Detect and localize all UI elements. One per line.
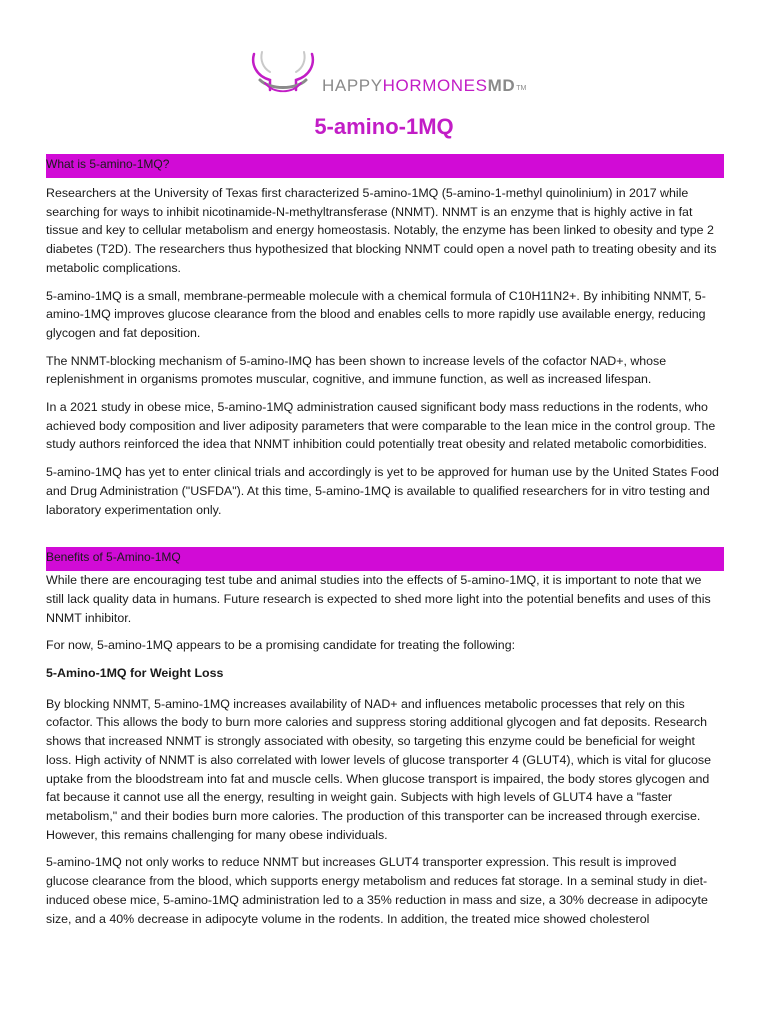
paragraph: The NNMT-blocking mechanism of 5-amino-IMQ has been shown to increase levels of the cofactor NAD+, whose replenishment in organisms promotes muscular, cognitive, and immune function, as well as increased lifespan. (46, 353, 667, 387)
paragraph: In a 2021 study in obese mice, 5-amino-1MQ administration caused significant body mass reductions in the rodents, who achieved body composition and liver adiposity parameters that were comparable to the lean mice in the control group. The study authors reinforced the idea that NNMT inhibition could potentially treat obesity and related metabolic comorbidities. (46, 400, 716, 452)
logo-trademark: TM (516, 85, 527, 92)
article-body (46, 154, 722, 937)
paragraph: 5-amino-1MQ is a small, membrane-permeable molecule with a chemical formula of C10H11N2+. By inhibiting NNMT, 5-amino-1MQ improves glucose clearance from the blood and enables cells to more rapidly use available energy, reducing glycogen and fat deposition. (46, 288, 706, 340)
paragraph: Researchers at the University of Texas first characterized 5-amino-1MQ (5-amino-1-methyl quinolinium) in 2017 while searching for ways to inhibit nicotinamide-N-methyltransferase (NNMT). NNMT is an enzyme that is highly active in fat tissue and key to cellular metabolism and energy homeostasis. Notably, the enzyme has been linked to obesity and type 2 diabetes (T2D). The researchers thus hypothesized that blocking NNMT could open a novel path to treating obesity and its metabolic complications. (46, 186, 717, 275)
section-heading-what-is: What is 5-amino-1MQ? (46, 154, 724, 178)
logo-word-hormones: HORMONES (382, 76, 488, 95)
logo-wordmark (322, 76, 526, 96)
logo-word-md: MD (487, 76, 516, 95)
logo-word-happy: HAPPY (322, 76, 383, 95)
brand-logo (248, 50, 528, 100)
hh-arch-logo-icon (248, 50, 318, 98)
section-heading-benefits: Benefits of 5-Amino-1MQ (46, 547, 724, 571)
subheading-weight-loss: 5-Amino-1MQ for Weight Loss (46, 666, 224, 681)
paragraph: By blocking NNMT, 5-amino-1MQ increases availability of NAD+ and influences metabolic processes that rely on this cofactor. This allows the body to burn more calories and suppress storing additional glycogen and fat deposits. Research shows that increased NNMT is strongly associated with obesity, so targeting this enzyme could be beneficial for weight loss. High activity of NNMT is also correlated with lower levels of glucose transporter 4 (GLUT4), which is vital for glucose uptake from the bloodstream into fat and muscle cells. When glucose transport is impaired, the body stores glycogen and fat because it cannot use all the energy, resulting in weight gain. Subjects with high levels of GLUT4 have a "faster metabolism," and their bodies burn more calories. The production of this transporter can be increased through exercise. However, this remains challenging for many obese individuals. (46, 696, 711, 842)
paragraph: 5-amino-1MQ has yet to enter clinical trials and accordingly is yet to be approved for human use by the United States Food and Drug Administration ("USFDA"). At this time, 5-amino-1MQ is available to qualified researchers for in vitro testing and laboratory experimentation only. (46, 465, 719, 517)
paragraph: For now, 5-amino-1MQ appears to be a promising candidate for treating the following: (46, 638, 516, 653)
paragraph: While there are encouraging test tube and animal studies into the effects of 5-amino-1MQ, it is important to note that we still lack quality data in humans. Future research is expected to shed more light into the potential benefits and uses of this NNMT inhibitor. (46, 573, 711, 625)
paragraph: 5-amino-1MQ not only works to reduce NNMT but increases GLUT4 transporter expression. This result is improved glucose clearance from the blood, which supports energy metabolism and reduces fat storage. In a seminal study in diet-induced obese mice, 5-amino-1MQ administration led to a 35% reduction in mass and size, a 30% decrease in adipocyte size, and a 40% decrease in adipocyte volume in the rodents. In addition, the treated mice showed cholesterol (46, 855, 708, 926)
page-title: 5-amino-1MQ (314, 114, 454, 139)
